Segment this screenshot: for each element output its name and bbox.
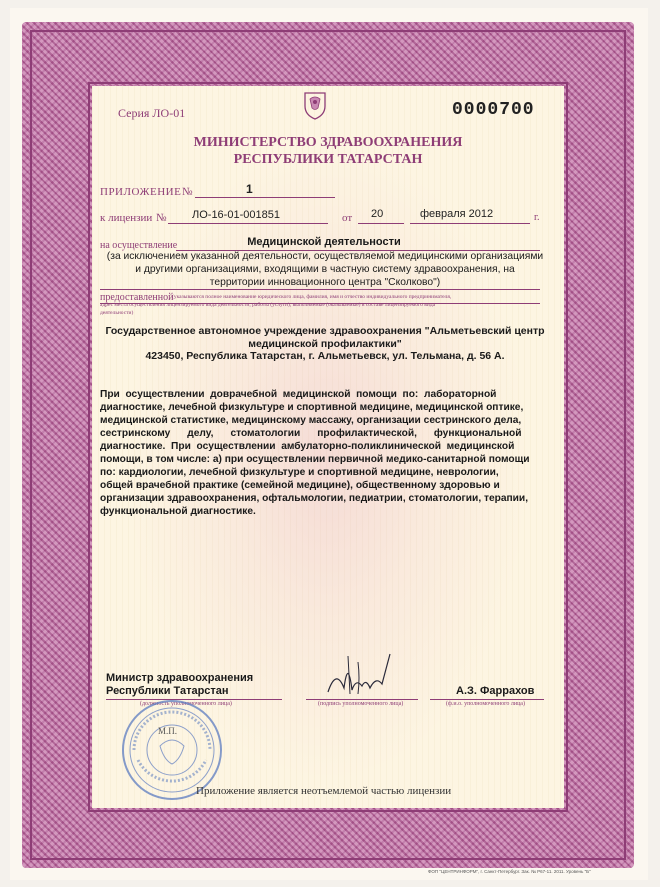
activity-line1: (за исключением указанной деятельности, осуществляемой медицинскими организациями — [106, 251, 544, 262]
name-underline — [430, 699, 544, 700]
activity-title: Медицинской деятельности — [247, 236, 401, 248]
license-num-sign: № — [156, 212, 167, 224]
org-name-line1: Государственное автономное учреждение здравоохранения "Альметьевский центр — [105, 325, 545, 337]
organization-address: 423450, Республика Татарстан, г. Альметьевск, ул. Тельмана, д. 56 А. — [145, 350, 505, 362]
stamp-mark: М.П. — [158, 726, 178, 736]
signatory-position — [106, 672, 253, 698]
position-line1: Министр здравоохранения — [106, 672, 254, 684]
provided-label: предоставленной — [100, 292, 174, 303]
coat-of-arms-icon — [302, 90, 328, 120]
license-ref-number: ЛО-16-01-001851 — [192, 209, 280, 221]
license-scope-text — [100, 388, 552, 518]
activity-line3: территории инновационного центра "Сколково") — [209, 277, 441, 288]
org-name-line2: медицинской профилактики" — [248, 338, 402, 350]
license-underline — [168, 223, 328, 224]
scope-line: по: кардиологии, лечебной физкультуре и спортивной медицине, неврологии, — [100, 467, 499, 478]
ministry-line1: МИНИСТЕРСТВО ЗДРАВООХРАНЕНИЯ — [193, 135, 463, 150]
provided-caption-3: деятельности) — [100, 310, 134, 316]
scope-line: диагностике. При осуществлении амбулаторно-поликлинической медицинской — [100, 441, 515, 452]
activity-end-line — [100, 289, 540, 290]
activity-label: на осуществление — [100, 240, 178, 251]
signature-caption: (подпись уполномоченного лица) — [318, 701, 404, 707]
appendix-value: 1 — [246, 182, 253, 196]
scope-line: диагностике, лечебной физкультуре и спортивной медицине, медицинской оптике, — [100, 402, 524, 413]
scope-line: сестринскому делу, стоматологии профилактической, функциональной — [100, 428, 522, 439]
printer-info: ФОП "ЦЕНТРИНФОРМ", г. Санкт-Петербург. Зак. № Р67-11. 2011. Уровень "Б" — [428, 869, 591, 874]
license-month-year: февраля 2012 — [420, 208, 494, 220]
scope-line: функциональной диагностике. — [100, 506, 256, 517]
footer-note: Приложение является неотъемлемой частью лицензии — [196, 785, 452, 797]
appendix-underline — [195, 197, 335, 198]
series-label: Серия ЛО-01 — [118, 106, 186, 120]
name-caption: (ф.и.о. уполномоченного лица) — [446, 701, 525, 707]
ministry-line2: РЕСПУБЛИКИ ТАТАРСТАН — [233, 152, 423, 167]
day-underline — [358, 223, 404, 224]
activity-line2: и другими организациями, входящими в частную систему здравоохранения, на — [135, 264, 515, 275]
scope-line: организации здравоохранения, офтальмологии, педиатрии, стоматологии, терапии, — [100, 493, 529, 504]
provided-caption-1: (указываются полное наименование юридического лица, фамилия, имя и отчество индивидуального предпринимателя, — [172, 294, 452, 300]
activity-description — [98, 250, 552, 289]
ministry-title — [110, 134, 546, 168]
signature-icon — [318, 648, 398, 702]
appendix-label: ПРИЛОЖЕНИЕ — [100, 186, 182, 198]
scope-line: При осуществлении доврачебной медицинской помощи по: лабораторной — [100, 389, 497, 400]
scope-line: медицинской статистике, медицинскому массажу, организации сестринского дела, — [100, 415, 522, 426]
position-caption: (должность уполномоченного лица) — [140, 701, 232, 707]
organization-name — [100, 325, 550, 351]
month-underline — [410, 223, 530, 224]
license-label: к лицензии — [100, 212, 153, 224]
license-year-suffix: г. — [534, 212, 540, 223]
signature-underline — [306, 699, 418, 700]
license-number: 0000700 — [452, 100, 535, 120]
scope-line: общей врачебной практике (семейной медицине), общественному здоровью и — [100, 480, 500, 491]
appendix-num-sign: № — [182, 186, 193, 198]
license-from: от — [342, 212, 353, 224]
signatory-name: А.З. Фаррахов — [456, 685, 535, 697]
provided-caption-2: адрес места осуществления лицензируемого вида деятельности, работы (услуги), выполняемые (оказываемые) в составе лицензируемого вида — [100, 302, 436, 308]
position-line2: Республики Татарстан — [106, 685, 229, 697]
license-day: 20 — [371, 208, 384, 220]
scope-line: помощи, в том числе: а) при осуществлении первичной медико-санитарной помощи — [100, 454, 530, 465]
